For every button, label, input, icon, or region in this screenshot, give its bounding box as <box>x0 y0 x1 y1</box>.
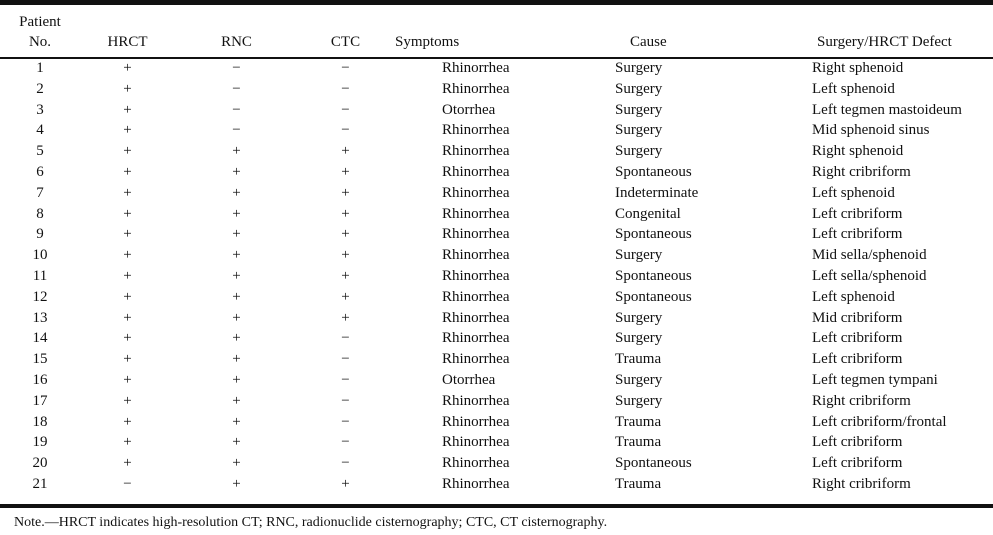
cell-hrct: + <box>123 143 132 160</box>
table-row <box>0 204 993 225</box>
table-row <box>0 391 993 412</box>
header-symptoms: Symptoms <box>395 34 460 50</box>
cell-symptoms: Rhinorrhea <box>442 413 510 430</box>
cell-ctc: − <box>341 122 350 139</box>
cell-patient-no: 14 <box>32 330 48 347</box>
cell-defect: Left tegmen tympani <box>812 371 938 388</box>
cell-defect: Mid cribriform <box>812 309 903 326</box>
cell-ctc: + <box>341 267 350 284</box>
cell-hrct: − <box>123 475 132 492</box>
table-row <box>0 370 993 391</box>
header-cause: Cause <box>630 34 667 50</box>
cell-ctc: + <box>341 226 350 243</box>
cell-hrct: + <box>123 330 132 347</box>
cell-defect: Left cribriform <box>812 455 903 472</box>
cell-hrct: + <box>123 60 132 76</box>
cell-ctc: − <box>341 330 350 347</box>
cell-patient-no: 16 <box>32 371 48 388</box>
cell-cause: Surgery <box>615 101 663 118</box>
cell-defect: Left sphenoid <box>812 80 895 97</box>
cell-hrct: + <box>123 226 132 243</box>
cell-cause: Congenital <box>615 205 681 222</box>
cell-ctc: − <box>341 80 350 97</box>
cell-cause: Spontaneous <box>615 267 692 284</box>
table-row <box>0 349 993 370</box>
cell-patient-no: 1 <box>36 60 44 76</box>
cell-patient-no: 13 <box>32 309 48 326</box>
cell-defect: Left cribriform <box>812 205 903 222</box>
cell-symptoms: Rhinorrhea <box>442 475 510 492</box>
cell-cause: Surgery <box>615 330 663 347</box>
cell-symptoms: Rhinorrhea <box>442 143 510 160</box>
cell-hrct: + <box>123 80 132 97</box>
header-patient-line1: Patient <box>19 14 61 30</box>
cell-rnc: + <box>232 143 241 160</box>
cell-cause: Surgery <box>615 80 663 97</box>
cell-cause: Surgery <box>615 60 663 76</box>
cell-cause: Trauma <box>615 413 662 430</box>
cell-ctc: + <box>341 247 350 264</box>
cell-rnc: − <box>232 80 241 97</box>
cell-patient-no: 5 <box>36 143 44 160</box>
cell-patient-no: 9 <box>36 226 44 243</box>
cell-ctc: − <box>341 392 350 409</box>
header-hrct: HRCT <box>107 34 148 50</box>
cell-defect: Left cribriform <box>812 226 903 243</box>
cell-cause: Surgery <box>615 122 663 139</box>
cell-patient-no: 12 <box>32 288 48 305</box>
cell-defect: Left sella/sphenoid <box>812 267 927 284</box>
cell-hrct: + <box>123 371 132 388</box>
cell-defect: Left cribriform <box>812 434 903 451</box>
cell-patient-no: 3 <box>36 101 44 118</box>
table-body <box>0 52 993 495</box>
cell-hrct: + <box>123 434 132 451</box>
table-note: Note.—HRCT indicates high-resolution CT; RNC, radionuclide cisternography; CTC, CT cisternography. <box>14 515 608 530</box>
table-row <box>0 266 993 287</box>
header-patient-no <box>0 8 80 52</box>
cell-ctc: − <box>341 101 350 118</box>
cell-patient-no: 4 <box>36 122 44 139</box>
cell-rnc: − <box>232 122 241 139</box>
cell-symptoms: Rhinorrhea <box>442 330 510 347</box>
cell-cause: Surgery <box>615 371 663 388</box>
cell-rnc: + <box>232 434 241 451</box>
cell-cause: Spontaneous <box>615 455 692 472</box>
cell-ctc: + <box>341 184 350 201</box>
cell-symptoms: Rhinorrhea <box>442 122 510 139</box>
cell-defect: Mid sphenoid sinus <box>812 122 930 139</box>
cell-cause: Trauma <box>615 434 662 451</box>
cell-rnc: − <box>232 101 241 118</box>
cell-defect: Left tegmen mastoideum <box>812 101 962 118</box>
cell-rnc: + <box>232 226 241 243</box>
cell-patient-no: 21 <box>32 475 48 492</box>
cell-rnc: − <box>232 60 241 76</box>
table-row <box>0 120 993 141</box>
cell-patient-no: 2 <box>36 80 44 97</box>
table-header-row <box>0 8 993 52</box>
cell-hrct: + <box>123 413 132 430</box>
table-row <box>0 58 993 79</box>
cell-defect: Right sphenoid <box>812 143 904 160</box>
cell-symptoms: Rhinorrhea <box>442 351 510 368</box>
header-rnc: RNC <box>221 34 252 50</box>
table-row <box>0 287 993 308</box>
cell-hrct: + <box>123 122 132 139</box>
table-top-rule <box>0 0 993 5</box>
cell-patient-no: 17 <box>32 392 48 409</box>
cell-symptoms: Rhinorrhea <box>442 80 510 97</box>
cell-defect: Left sphenoid <box>812 288 895 305</box>
cell-defect: Right cribriform <box>812 163 911 180</box>
cell-ctc: − <box>341 60 350 76</box>
cell-symptoms: Rhinorrhea <box>442 288 510 305</box>
cell-rnc: + <box>232 455 241 472</box>
cell-symptoms: Rhinorrhea <box>442 205 510 222</box>
cell-rnc: + <box>232 247 241 264</box>
cell-hrct: + <box>123 205 132 222</box>
cell-symptoms: Rhinorrhea <box>442 184 510 201</box>
cell-defect: Right sphenoid <box>812 60 904 76</box>
cell-patient-no: 20 <box>32 455 48 472</box>
cell-symptoms: Rhinorrhea <box>442 309 510 326</box>
header-ctc: CTC <box>330 34 361 50</box>
cell-rnc: + <box>232 163 241 180</box>
cell-ctc: − <box>341 413 350 430</box>
cell-hrct: + <box>123 309 132 326</box>
cell-ctc: − <box>341 351 350 368</box>
cell-cause: Trauma <box>615 351 662 368</box>
cell-rnc: + <box>232 184 241 201</box>
cell-symptoms: Rhinorrhea <box>442 267 510 284</box>
header-patient-line2: No. <box>28 34 52 50</box>
cell-hrct: + <box>123 184 132 201</box>
cell-defect: Left sphenoid <box>812 184 895 201</box>
cell-ctc: + <box>341 309 350 326</box>
patient-findings-table <box>0 8 993 495</box>
cell-hrct: + <box>123 163 132 180</box>
cell-patient-no: 19 <box>32 434 48 451</box>
cell-defect: Left cribriform/frontal <box>812 413 947 430</box>
table-row <box>0 453 993 474</box>
cell-rnc: + <box>232 288 241 305</box>
cell-symptoms: Rhinorrhea <box>442 247 510 264</box>
cell-hrct: + <box>123 101 132 118</box>
cell-rnc: + <box>232 475 241 492</box>
header-defect: Surgery/HRCT Defect <box>817 34 952 50</box>
cell-patient-no: 8 <box>36 205 44 222</box>
cell-rnc: + <box>232 351 241 368</box>
table-bottom-rule <box>0 504 993 508</box>
table-row <box>0 474 993 495</box>
cell-hrct: + <box>123 247 132 264</box>
table-row <box>0 328 993 349</box>
cell-cause: Surgery <box>615 143 663 160</box>
cell-symptoms: Rhinorrhea <box>442 392 510 409</box>
cell-symptoms: Otorrhea <box>442 101 496 118</box>
cell-rnc: + <box>232 392 241 409</box>
cell-defect: Left cribriform <box>812 330 903 347</box>
cell-patient-no: 6 <box>36 163 44 180</box>
table-row <box>0 432 993 453</box>
cell-ctc: − <box>341 455 350 472</box>
cell-rnc: + <box>232 205 241 222</box>
table-row <box>0 79 993 100</box>
cell-ctc: + <box>341 143 350 160</box>
cell-defect: Right cribriform <box>812 392 911 409</box>
cell-symptoms: Rhinorrhea <box>442 455 510 472</box>
table-row <box>0 308 993 329</box>
cell-rnc: + <box>232 330 241 347</box>
cell-patient-no: 18 <box>32 413 48 430</box>
cell-patient-no: 11 <box>32 267 48 284</box>
cell-hrct: + <box>123 455 132 472</box>
cell-symptoms: Rhinorrhea <box>442 60 510 76</box>
cell-ctc: + <box>341 163 350 180</box>
table-row <box>0 224 993 245</box>
cell-cause: Surgery <box>615 247 663 264</box>
cell-cause: Indeterminate <box>615 184 699 201</box>
cell-patient-no: 15 <box>32 351 48 368</box>
cell-ctc: − <box>341 434 350 451</box>
cell-ctc: + <box>341 205 350 222</box>
cell-defect: Mid sella/sphenoid <box>812 247 927 264</box>
cell-cause: Spontaneous <box>615 163 692 180</box>
cell-rnc: + <box>232 371 241 388</box>
table-row <box>0 245 993 266</box>
cell-patient-no: 10 <box>32 247 48 264</box>
cell-symptoms: Rhinorrhea <box>442 163 510 180</box>
cell-rnc: + <box>232 413 241 430</box>
cell-cause: Trauma <box>615 475 662 492</box>
cell-hrct: + <box>123 267 132 284</box>
table-row <box>0 162 993 183</box>
table-row <box>0 412 993 433</box>
cell-ctc: + <box>341 288 350 305</box>
cell-symptoms: Rhinorrhea <box>442 226 510 243</box>
cell-rnc: + <box>232 267 241 284</box>
cell-ctc: − <box>341 371 350 388</box>
cell-cause: Spontaneous <box>615 288 692 305</box>
cell-cause: Surgery <box>615 309 663 326</box>
cell-cause: Surgery <box>615 392 663 409</box>
cell-symptoms: Rhinorrhea <box>442 434 510 451</box>
table-row <box>0 183 993 204</box>
table-row <box>0 141 993 162</box>
cell-ctc: + <box>341 475 350 492</box>
cell-cause: Spontaneous <box>615 226 692 243</box>
cell-defect: Left cribriform <box>812 351 903 368</box>
cell-hrct: + <box>123 351 132 368</box>
cell-rnc: + <box>232 309 241 326</box>
cell-symptoms: Otorrhea <box>442 371 496 388</box>
cell-defect: Right cribriform <box>812 475 911 492</box>
cell-hrct: + <box>123 288 132 305</box>
cell-hrct: + <box>123 392 132 409</box>
cell-patient-no: 7 <box>36 184 44 201</box>
table-row <box>0 100 993 121</box>
